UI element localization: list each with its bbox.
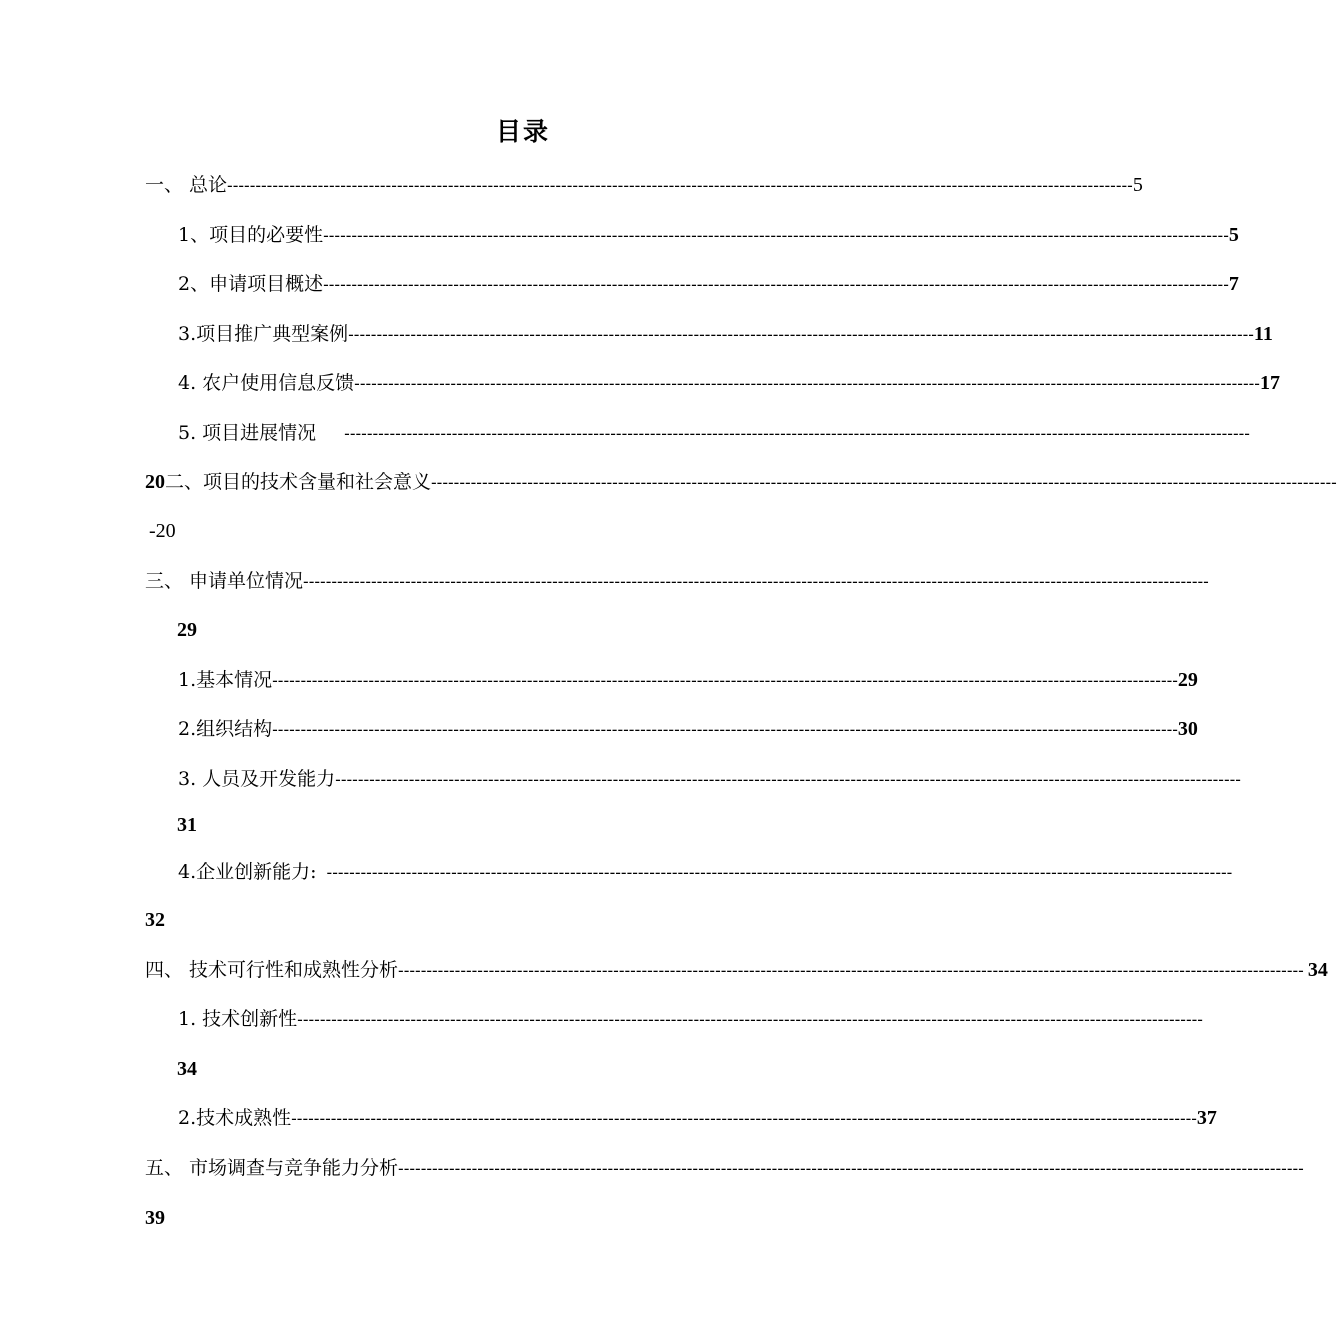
toc-entry-label: 二、项目的技术含量和社会意义 bbox=[165, 471, 432, 493]
toc-entry[interactable] bbox=[145, 469, 1337, 496]
toc-leader: ---------------------------------------------------------------------------------------------------------------------------------------------------------------- bbox=[431, 473, 1337, 492]
toc-leader: ---------------------------------------------------------------------------------------------------------------------------------------------------------------- bbox=[272, 720, 1178, 739]
toc-entry[interactable] bbox=[145, 568, 1209, 595]
toc-entry[interactable] bbox=[178, 667, 1198, 694]
toc-leader: ---------------------------------------------------------------------------------------------------------------------------------------------------------------- bbox=[297, 1010, 1203, 1029]
toc-leader: ---------------------------------------------------------------------------------------------------------------------------------------------------------------- bbox=[272, 671, 1178, 690]
toc-leader: ---------------------------------------------------------------------------------------------------------------------------------------------------------------- bbox=[326, 863, 1233, 882]
toc-entry-label: 1. 技术创新性 bbox=[178, 1008, 298, 1030]
toc-entry-label: 2.技术成熟性 bbox=[178, 1107, 292, 1129]
toc-leader: ---------------------------------------------------------------------------------------------------------------------------------------------------------------- bbox=[348, 325, 1254, 344]
toc-page-number: 20 bbox=[145, 471, 165, 493]
toc-entry[interactable] bbox=[178, 716, 1198, 743]
toc-title: 目录 bbox=[495, 117, 550, 146]
toc-entry-label: 2.组织结构 bbox=[178, 718, 273, 740]
toc-page-number: 5 bbox=[1132, 174, 1143, 196]
toc-entry[interactable] bbox=[145, 1155, 1304, 1182]
toc-leader: ---------------------------------------------------------------------------------------------------------------------------------------------------------------- bbox=[291, 1109, 1197, 1128]
toc-page-number: 31 bbox=[177, 814, 197, 836]
toc-entry-label: 4.企业创新能力: bbox=[178, 861, 317, 883]
toc-leader: ---------------------------------------------------------------------------------------------------------------------------------------------------------------- bbox=[398, 1159, 1304, 1178]
toc-leader: ---------------------------------------------------------------------------------------------------------------------------------------------------------------- bbox=[344, 424, 1250, 443]
toc-leader: ---------------------------------------------------------------------------------------------------------------------------------------------------------------- bbox=[303, 572, 1209, 591]
toc-leader: ---------------------------------------------------------------------------------------------------------------------------------------------------------------- bbox=[335, 770, 1241, 789]
toc-leader: ---------------------------------------------------------------------------------------------------------------------------------------------------------------- bbox=[354, 374, 1260, 393]
toc-entry[interactable] bbox=[178, 1006, 1203, 1033]
toc-entry-label: 4. 农户使用信息反馈 bbox=[178, 372, 355, 394]
toc-entry[interactable] bbox=[178, 1105, 1217, 1132]
toc-entry-label: 一、 总论 bbox=[145, 174, 228, 196]
toc-entry[interactable] bbox=[178, 222, 1239, 249]
toc-entry-label: 三、 申请单位情况 bbox=[145, 570, 304, 592]
toc-leader: ---------------------------------------------------------------------------------------------------------------------------------------------------------------- bbox=[323, 275, 1229, 294]
toc-page-number: 17 bbox=[1259, 372, 1280, 394]
toc-entry[interactable] bbox=[178, 370, 1280, 397]
toc-page-number: 34 bbox=[177, 1058, 197, 1080]
toc-leader: ---------------------------------------------------------------------------------------------------------------------------------------------------------------- bbox=[398, 961, 1304, 980]
toc-page-number: 32 bbox=[145, 909, 165, 931]
toc-page-number: 37 bbox=[1196, 1107, 1217, 1129]
toc-page-number: 30 bbox=[1177, 718, 1198, 740]
toc-entry-label: 3.项目推广典型案例 bbox=[178, 323, 349, 345]
toc-entry-label: 1.基本情况 bbox=[178, 669, 273, 691]
toc-leader: ---------------------------------------------------------------------------------------------------------------------------------------------------------------- bbox=[323, 226, 1229, 245]
toc-entry-label: 5. 项目进展情况 bbox=[178, 422, 317, 444]
toc-page-number: 7 bbox=[1228, 273, 1239, 295]
toc-entry-label: 四、 技术可行性和成熟性分析 bbox=[145, 959, 399, 981]
toc-page-number: -20 bbox=[149, 520, 176, 542]
toc-leader: ---------------------------------------------------------------------------------------------------------------------------------------------------------------- bbox=[227, 176, 1133, 195]
toc-page-number: 39 bbox=[145, 1207, 165, 1229]
toc-page-number: 11 bbox=[1253, 323, 1273, 345]
toc-entry[interactable] bbox=[178, 321, 1273, 348]
toc-entry[interactable] bbox=[178, 766, 1241, 793]
toc-page-number: 5 bbox=[1228, 224, 1239, 246]
toc-entry[interactable] bbox=[178, 859, 1233, 886]
toc-entry[interactable] bbox=[145, 172, 1143, 199]
toc-entry[interactable] bbox=[145, 957, 1328, 984]
toc-page-number: 34 bbox=[1307, 959, 1328, 981]
toc-entry-label: 3. 人员及开发能力 bbox=[178, 768, 336, 790]
toc-entry-label: 2、申请项目概述 bbox=[178, 273, 324, 295]
toc-entry[interactable] bbox=[178, 271, 1239, 298]
toc-entry-label: 五、 市场调查与竞争能力分析 bbox=[145, 1157, 399, 1179]
toc-entry[interactable] bbox=[178, 420, 1250, 447]
toc-page-number: 29 bbox=[1177, 669, 1198, 691]
toc-page-number: 29 bbox=[177, 619, 197, 641]
toc-entry-label: 1、项目的必要性 bbox=[178, 224, 324, 246]
